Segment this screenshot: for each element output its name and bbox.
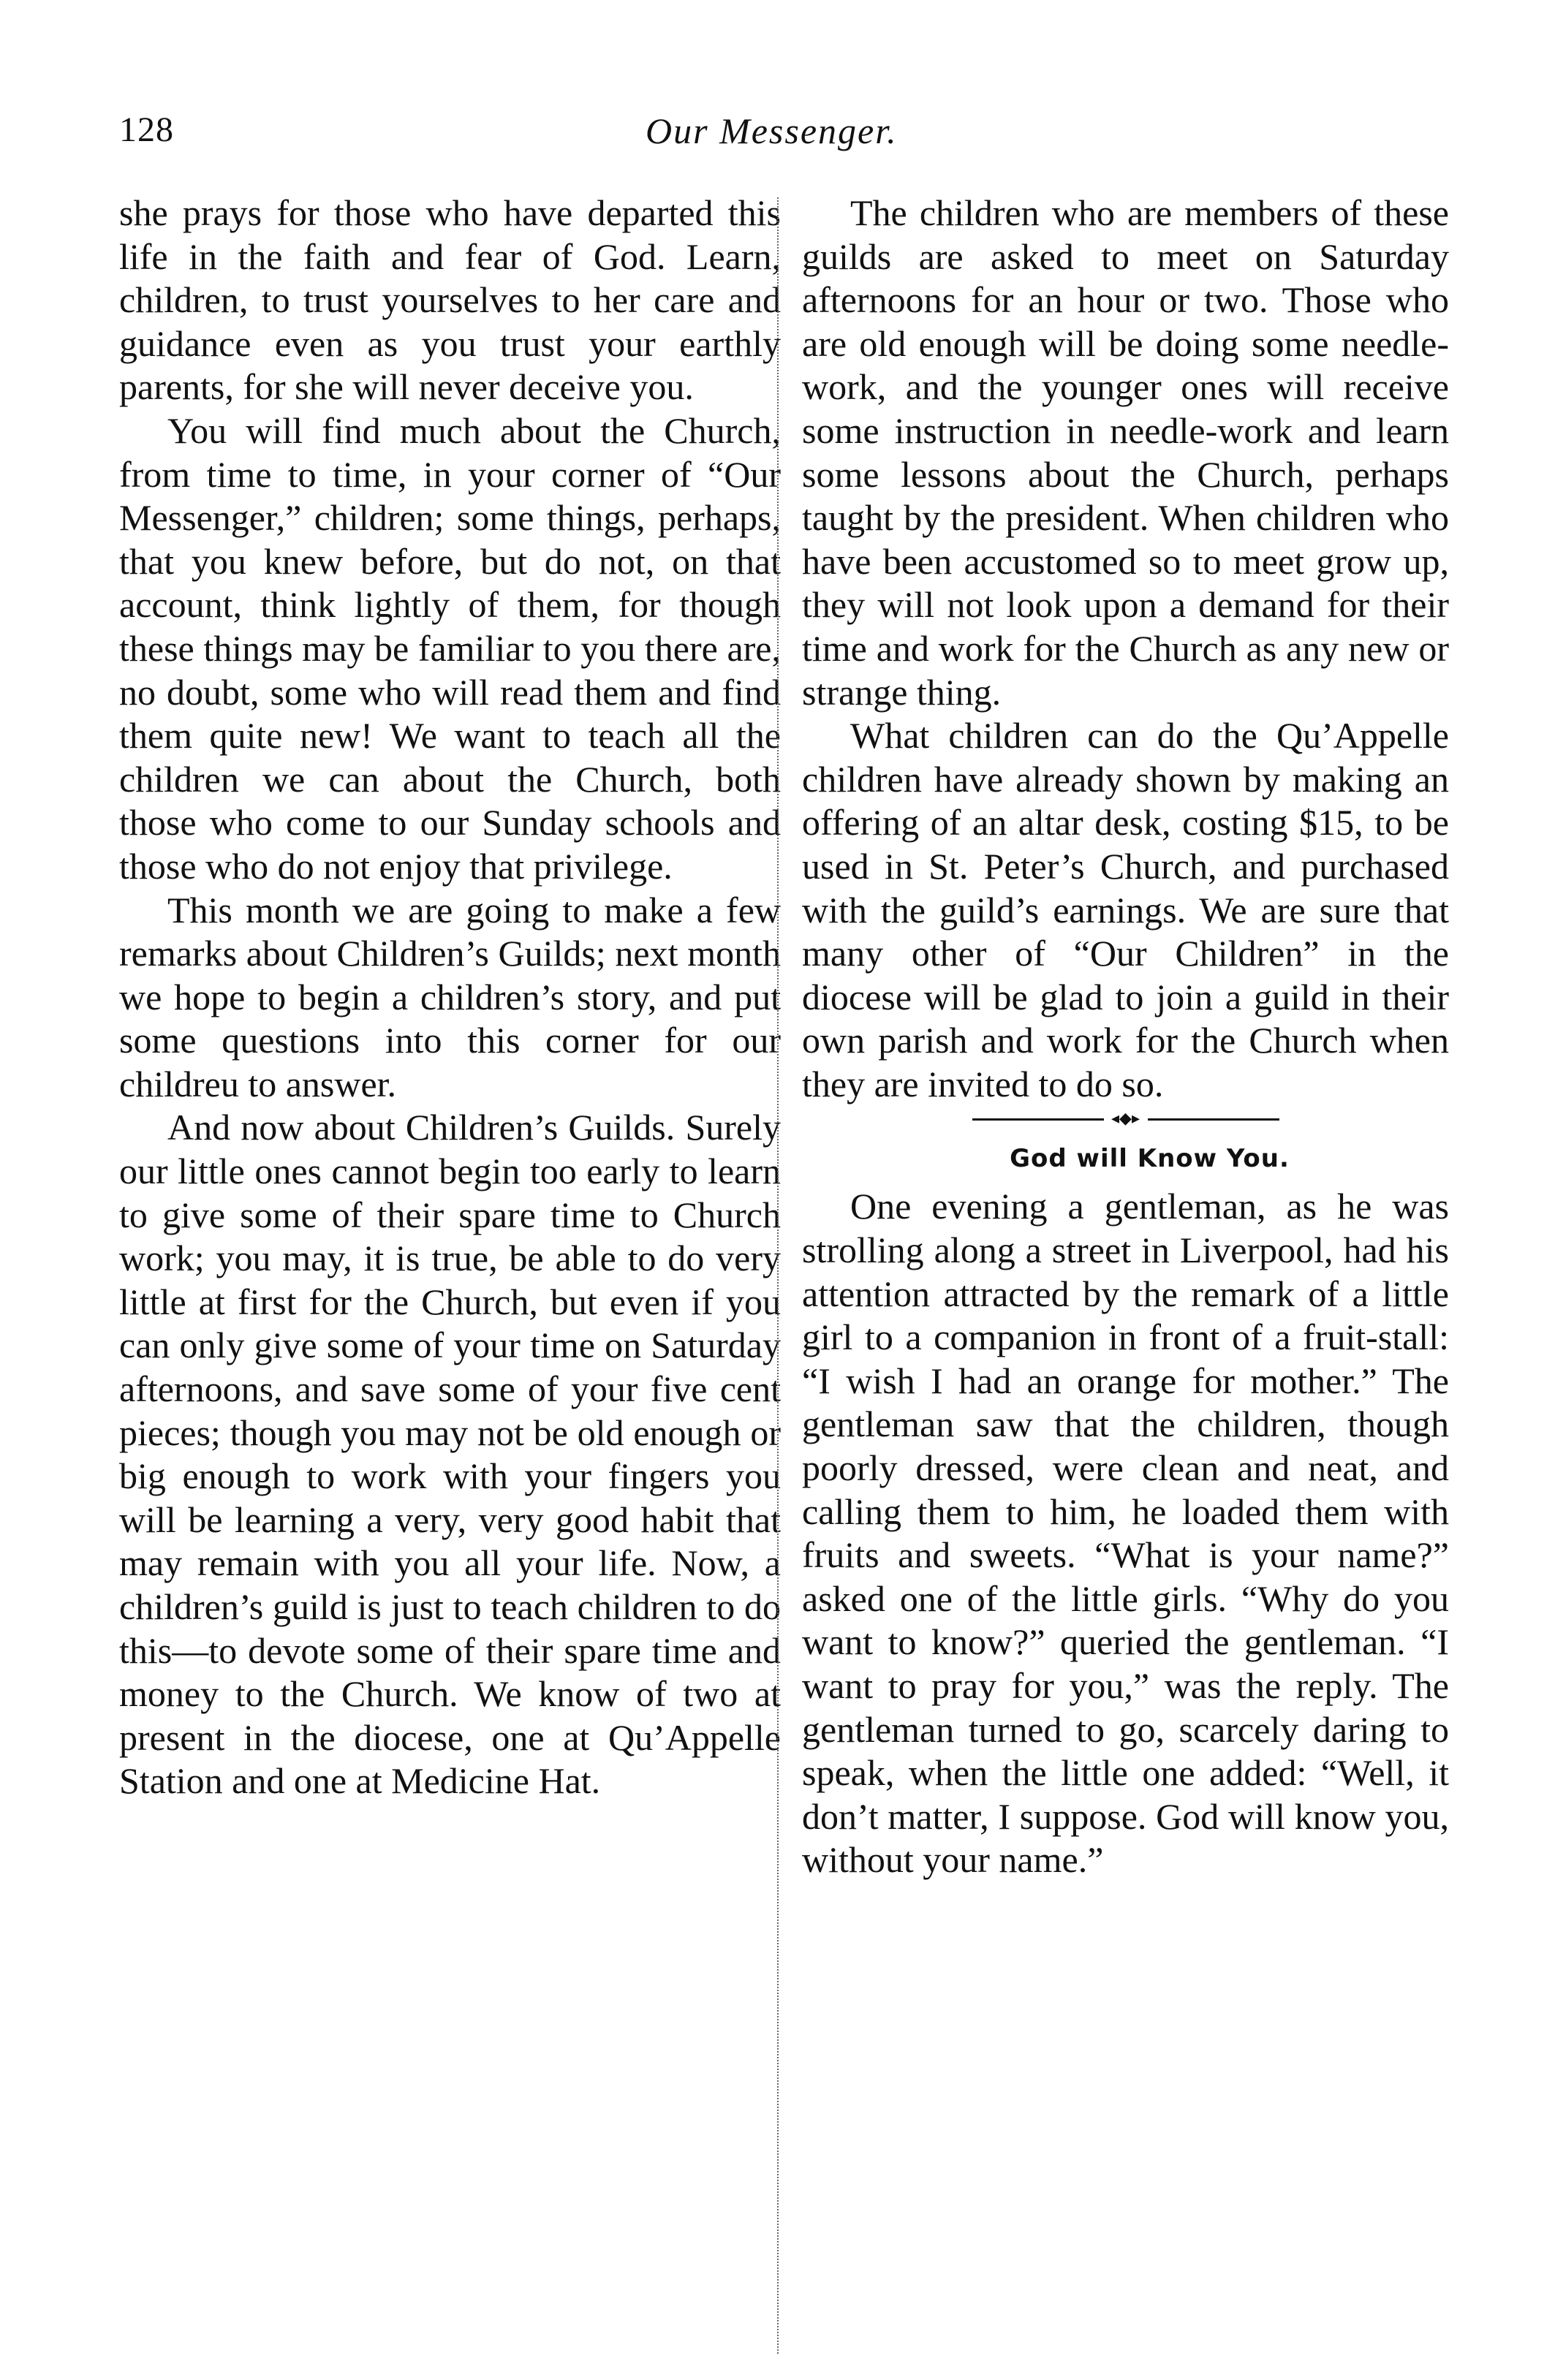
ornament-icon: ◂◆▸ xyxy=(1104,1110,1148,1129)
paragraph: What children can do the Qu’Appelle children have already shown by making an offering of an altar desk, costing $15, to be used in St. Peter’s Church, and purchased with the guild’s earnings. We are sure that many other of “Our Children” in the diocese will be glad to join a guild in their own parish and work for the Church when they are invited to do so. xyxy=(802,715,1449,1104)
left-column xyxy=(119,192,781,1803)
paragraph: This month we are going to make a few remarks about Children’s Guilds; next month we hope to begin a children’s story, and put some questions into this corner for our childreu to answer. xyxy=(119,889,781,1104)
section-divider-ornament xyxy=(972,1106,1279,1132)
paragraph: One evening a gentleman, as he was strolling along a street in Liverpool, had his attention attracted by the remark of a little girl to a companion in front of a fruit-stall: “I wish I had an orange for mother.” The gentleman saw that the children, though poorly dressed, were clean and neat, and calling them to him, he loaded them with fruits and sweets. “What is your name?” asked one of the little girls. “Why do you want to know?” queried the gentleman. “I want to pray for you,” was the reply. The gentleman turned to go, scarcely daring to speak, when the little one added: “Well, it don’t matter, I suppose. God will know you, without your name.” xyxy=(802,1186,1449,1881)
section-heading: God will Know You. xyxy=(1010,1144,1290,1174)
page-header xyxy=(119,110,1450,161)
paragraph: You will find much about the Church, from time to time, in your corner of “Our Messenger,” children; some things, perhaps, that you knew before, but do not, on that account, think lightly of them, for though these things may be familiar to you there are, no doubt, some who will read them and find them quite new! We want to teach all the children we can about the Church, both those who come to our Sunday schools and those who do not enjoy that privilege. xyxy=(119,409,781,887)
page-number: 128 xyxy=(119,110,174,149)
running-title: Our Messenger. xyxy=(646,110,898,151)
paragraph: The children who are members of these guilds are asked to meet on Saturday afternoons for an hour or two. Those who are old enough will be doing some needle-work, and the younger ones will receive some instruction in needle-work and learn some lessons about the Church, perhaps taught by the president. When children who have been accustomed so to meet grow up, they will not look upon a demand for their time and work for the Church as any new or strange thing. xyxy=(802,192,1449,713)
paragraph: And now about Children’s Guilds. Surely our little ones cannot begin too early to learn to give some of their spare time to Church work; you may, it is true, be able to do very little at first for the Church, but even if you can only give some of your time on Saturday afternoons, and save some of your five cent pieces; though you may not be old enough or big enough to work with your fingers you will be learning a very, very good habit that may remain with you all your life. Now, a children’s guild is just to teach children to do this—to devote some of their spare time and money to the Church. We know of two at present in the diocese, one at Qu’Appelle Station and one at Medicine Hat. xyxy=(119,1107,781,1802)
right-column xyxy=(802,192,1449,1882)
paragraph: she prays for those who have departed this life in the faith and fear of God. Learn, children, to trust yourselves to her care and guidance even as you trust your earthly parents, for she will never deceive you. xyxy=(119,192,781,408)
column-divider xyxy=(777,197,779,2354)
